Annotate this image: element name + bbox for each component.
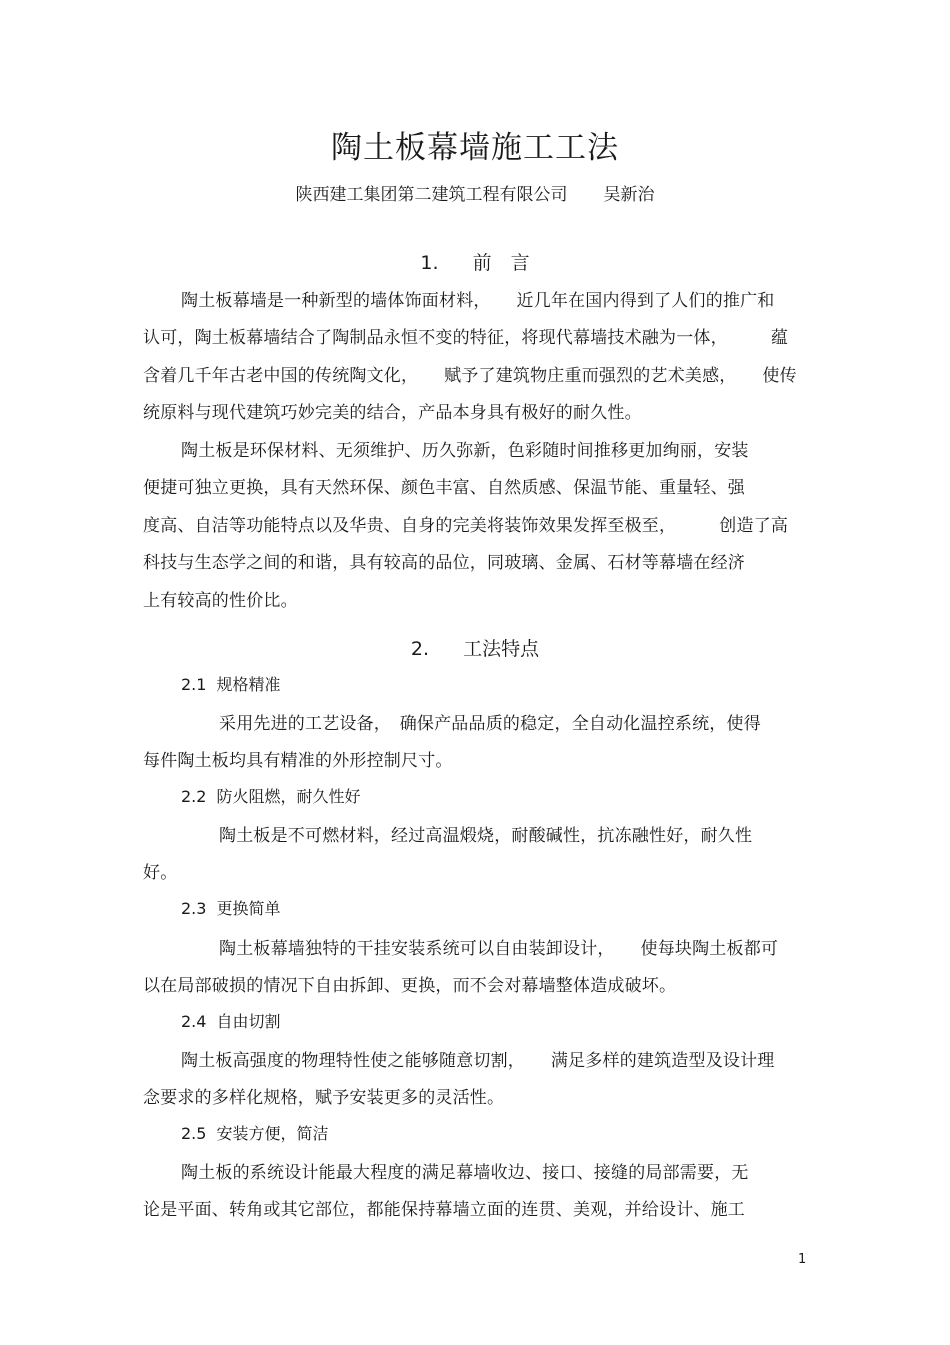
subsection-number: 2.2 (181, 787, 207, 806)
paragraph-line: 统原料与现代建筑巧妙完美的结合，产品本身具有极好的耐久性。 (143, 403, 642, 423)
paragraph-line: 上有较高的性价比。 (143, 591, 298, 611)
paragraph-line: 便捷可独立更换，具有天然环保、颜色丰富、自然质感、保温节能、重量轻、强 (143, 478, 745, 498)
paragraph-line: 陶土板的系统设计能最大程度的满足幕墙收边、接口、接缝的局部需要，无 (181, 1163, 749, 1183)
subsection-heading-2-1 (181, 672, 280, 695)
paragraph-line: 论是平面、转角或其它部位，都能保持幕墙立面的连贯、美观，并给设计、施工 (143, 1200, 745, 1220)
organization: 陕西建工集团第二建筑工程有限公司 (295, 185, 568, 205)
subsection-heading-2-2 (181, 784, 360, 807)
paragraph-line: 陶土板高强度的物理特性使之能够随意切割， 满足多样的建筑造型及设计理 (181, 1051, 775, 1071)
subsection-title: 规格精准 (216, 675, 281, 694)
paragraph-line: 采用先进的工艺设备， 确保产品品质的稳定，全自动化温控系统，使得 (219, 714, 761, 734)
paragraph-line: 认可，陶土板幕墙结合了陶制品永恒不变的特征，将现代幕墙技术融为一体， 蕴 (143, 328, 789, 348)
subsection-heading-2-3 (181, 896, 280, 919)
paragraph-line: 陶土板是不可燃材料，经过高温煅烧，耐酸碱性，抗冻融性好，耐久性 (219, 826, 753, 846)
paragraph-line: 以在局部破损的情况下自由拆卸、更换，而不会对幕墙整体造成破坏。 (143, 976, 677, 996)
paragraph-line: 念要求的多样化规格，赋予安装更多的灵活性。 (143, 1088, 505, 1108)
subsection-number: 2.5 (181, 1124, 207, 1143)
page-number: 1 (798, 1252, 807, 1267)
subsection-number: 2.4 (181, 1012, 207, 1031)
paragraph-line: 陶土板幕墙是一种新型的墙体饰面材料， 近几年在国内得到了人们的推广和 (181, 291, 775, 311)
author-name: 吴新治 (603, 185, 655, 205)
paragraph-line: 每件陶土板均具有精准的外形控制尺寸。 (143, 751, 453, 771)
subsection-heading-2-4 (181, 1009, 280, 1032)
subsection-heading-2-5 (181, 1121, 328, 1144)
subsection-title: 更换简单 (216, 899, 281, 918)
paragraph-line: 好。 (143, 863, 178, 883)
section-number: 1. (420, 252, 439, 274)
section-title: 前 言 (472, 252, 530, 274)
subsection-number: 2.3 (181, 899, 207, 918)
section-heading-1 (0, 248, 950, 275)
section-number: 2. (410, 638, 430, 660)
paragraph-line: 陶土板是环保材料、无须维护、历久弥新，色彩随时间推移更加绚丽，安装 (181, 441, 749, 461)
subsection-title: 安装方便，简洁 (216, 1124, 329, 1143)
subsection-title: 自由切割 (216, 1012, 281, 1031)
paragraph-line: 科技与生态学之间的和谐，具有较高的品位，同玻璃、金属、石材等幕墙在经济 (143, 553, 745, 573)
paragraph-line: 陶土板幕墙独特的干挂安装系统可以自由装卸设计， 使每块陶土板都可 (219, 939, 779, 959)
author-line (0, 180, 950, 205)
document-title: 陶土板幕墙施工工法 (331, 130, 619, 166)
paragraph-line: 度高、自洁等功能特点以及华贵、自身的完美将装饰效果发挥至极至， 创造了高 (143, 516, 789, 536)
section-title: 工法特点 (463, 638, 540, 660)
subsection-title: 防火阻燃，耐久性好 (216, 787, 361, 806)
section-heading-2 (0, 634, 950, 661)
subsection-number: 2.1 (181, 675, 207, 694)
paragraph-line: 含着几千年古老中国的传统陶文化， 赋予了建筑物庄重而强烈的艺术美感， 使传 (143, 366, 797, 386)
